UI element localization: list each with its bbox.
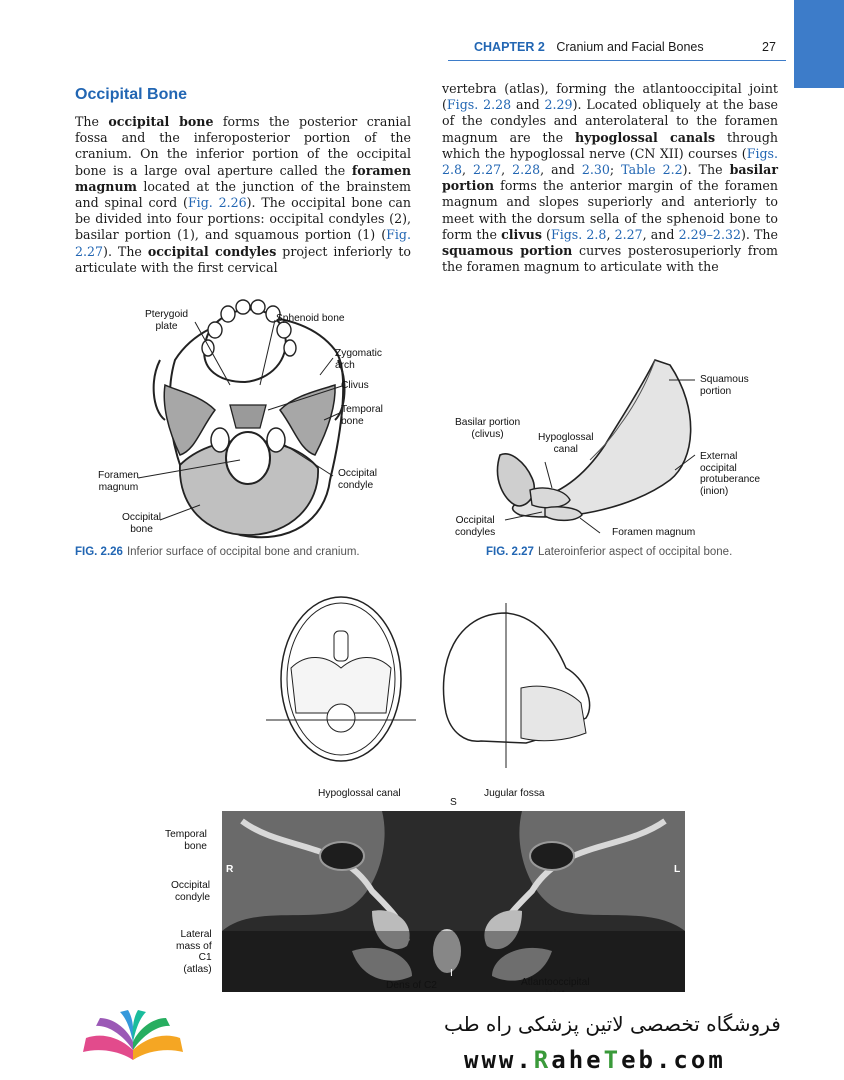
label-pterygoid-plate: Pterygoid plate <box>145 309 189 332</box>
chapter-tab <box>794 0 844 88</box>
book-logo-icon <box>78 1010 188 1070</box>
ct-image-drawing <box>222 811 685 995</box>
store-url[interactable]: www.RaheTeb.com <box>464 1046 726 1074</box>
label-ct-atlantooccipital-joint: Atlantooccipital <box>521 977 590 988</box>
right-column-text: vertebra (atlas), forming the atlantooccipital joint (Figs. 2.28 and 2.29). Located obliquely at the base of the condyles and anterolateral to the foramen magnum are the hypoglossal canals through which the hypoglossal nerve (CN XII) courses (Figs. 2.8, 2.27, 2.28, and 2.30; Table 2.2). The basilar portion forms the anterior margin of the foramen magnum and slopes superiorly and anteriorly to meet with the dorsum sella of the sphenoid bone to form the clivus (Figs. 2.8, 2.27, and 2.29–2.32). The squamous portion curves posterosuperiorly from the foramen magnum to articulate with the <box>442 81 779 275</box>
running-header <box>474 40 704 54</box>
label-ct-occipital-condyle: Occipital condyle <box>171 880 211 903</box>
page-number: 27 <box>762 40 776 54</box>
label-ct-inferior: I <box>450 968 453 979</box>
label-ct-temporal-bone: Temporal bone <box>165 829 207 852</box>
chapter-title: Cranium and Facial Bones <box>556 40 704 54</box>
label-clivus: Clivus <box>341 380 369 391</box>
label-ct-lateral-mass-c1: Lateral mass of C1 (atlas) <box>176 929 212 975</box>
label-ct-left: L <box>674 864 681 875</box>
label-ct-jugular-fossa: Jugular fossa <box>484 788 545 799</box>
label-temporal-bone: Temporal bone <box>341 404 383 427</box>
label-occipital-condyles: Occipital condyles <box>455 515 496 538</box>
label-ct-right: R <box>226 864 234 875</box>
chapter-number: CHAPTER 2 <box>474 40 545 54</box>
label-hypoglossal-canal: Hypoglossal canal <box>538 432 594 455</box>
fig-2-27-caption: FIG. 2.27 Lateroinferior aspect of occipital bone. <box>486 546 733 558</box>
label-ct-hypoglossal-canal: Hypoglossal canal <box>318 788 401 799</box>
label-squamous-portion: Squamous portion <box>700 374 749 397</box>
left-column-text: The occipital bone forms the posterior cranial fossa and the inferoposterior portion of the cranium. On the inferior portion of the occipital bone is a large oval aperture called the foramen magnum located at the junction of the brainstem and spinal cord (Fig. 2.26). The occipital bone can be divided into four portions: occipital condyles (2), basilar portion (1), and squamous portion (1) (Fig. 2.27). The occipital condyles project inferiorly to articulate with the first cervical <box>75 114 412 275</box>
label-foramen-magnum-227: Foramen magnum <box>612 527 696 538</box>
orientation-skull-diagrams <box>266 593 606 773</box>
label-zygomatic-arch: Zygomatic arch <box>335 348 382 371</box>
fig-2-26-caption: FIG. 2.26 Inferior surface of occipital bone and cranium. <box>75 546 360 558</box>
label-ct-superior: S <box>450 797 457 808</box>
label-external-occipital-protuberance: External occipital protuberance (inion) <box>700 451 761 497</box>
label-sphenoid-bone: Sphenoid bone <box>276 313 345 324</box>
label-occipital-condyle: Occipital condyle <box>338 468 378 491</box>
label-ct-dens-c2: Dens of C2 <box>386 980 437 991</box>
label-occipital-bone: Occipital bone <box>122 512 162 535</box>
label-basilar-portion: Basilar portion (clivus) <box>455 417 521 440</box>
ct-coronal-image <box>222 811 685 995</box>
section-title: Occipital Bone <box>75 86 188 103</box>
store-name: فروشگاه تخصصی لاتین پزشکی راه طب <box>444 1012 781 1036</box>
label-foramen-magnum: Foramen magnum <box>98 470 139 493</box>
header-rule <box>448 60 786 61</box>
